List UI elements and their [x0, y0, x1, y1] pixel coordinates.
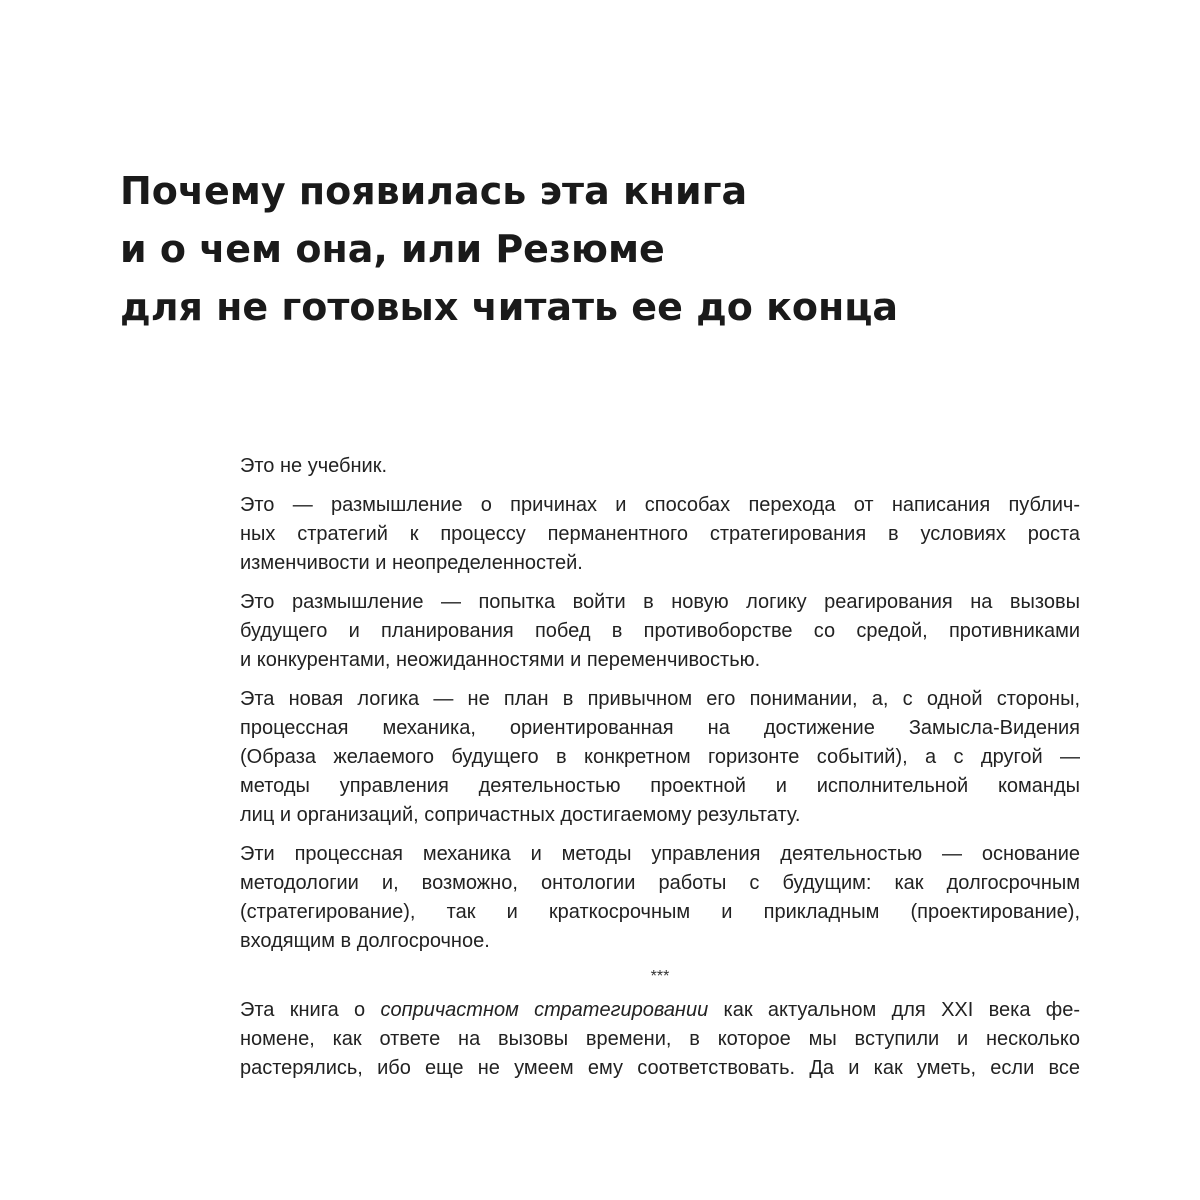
text-line: методологии и, возможно, онтологии работы с будущим: как долгосрочным — [240, 872, 1080, 894]
chapter-title-line: для не готовых читать ее до конца — [120, 285, 899, 329]
section-separator: *** — [650, 968, 670, 985]
paragraph-1 — [240, 452, 1080, 481]
chapter-title — [120, 162, 1080, 336]
text-line: растерялись, ибо еще не умеем ему соответствовать. Да и как уметь, если все — [240, 1057, 1080, 1079]
text-line: входящим в долгосрочное. — [240, 930, 490, 952]
text-line: изменчивости и неопределенностей. — [240, 552, 583, 574]
paragraph-6 — [240, 996, 1080, 1083]
paragraph-3 — [240, 588, 1080, 675]
chapter-title-line: и о чем она, или Резюме — [120, 227, 665, 271]
paragraph-5 — [240, 840, 1080, 956]
paragraph-4 — [240, 685, 1080, 830]
text-line: методы управления деятельностью проектной и исполнительной команды — [240, 775, 1080, 797]
text-run: Эта книга о — [240, 999, 381, 1021]
text-line: (Образа желаемого будущего в конкретном горизонте событий), а с другой — — [240, 746, 1080, 768]
text-line: Это — размышление о причинах и способах перехода от написания публич- — [240, 494, 1080, 516]
text-line: лиц и организаций, сопричастных достигаемому результату. — [240, 804, 801, 826]
emphasis-text: сопричастном стратегировании — [380, 999, 709, 1021]
paragraph-2 — [240, 491, 1080, 578]
text-line — [240, 996, 1080, 1025]
chapter-title-line: Почему появилась эта книга — [120, 169, 748, 213]
text-line: Это размышление — попытка войти в новую логику реагирования на вызовы — [240, 591, 1080, 613]
text-run: как актуальном для XXI века фе- — [708, 999, 1081, 1021]
text-line: ных стратегий к процессу перманентного стратегирования в условиях роста — [240, 523, 1080, 545]
text-line: номене, как ответе на вызовы времени, в которое мы вступили и несколько — [240, 1028, 1080, 1050]
text-line: и конкурентами, неожиданностями и переменчивостью. — [240, 649, 761, 671]
text-line: Эти процессная механика и методы управления деятельностью — основание — [240, 843, 1080, 865]
text-line: Эта новая логика — не план в привычном его понимании, а, с одной стороны, — [240, 688, 1080, 710]
text-line: (стратегирование), так и краткосрочным и прикладным (проектирование), — [240, 901, 1080, 923]
text-line: будущего и планирования побед в противоборстве со средой, противниками — [240, 620, 1080, 642]
chapter-body — [240, 452, 1080, 1093]
text-line: процессная механика, ориентированная на достижение Замысла-Видения — [240, 717, 1080, 739]
text-line: Это не учебник. — [240, 455, 388, 477]
